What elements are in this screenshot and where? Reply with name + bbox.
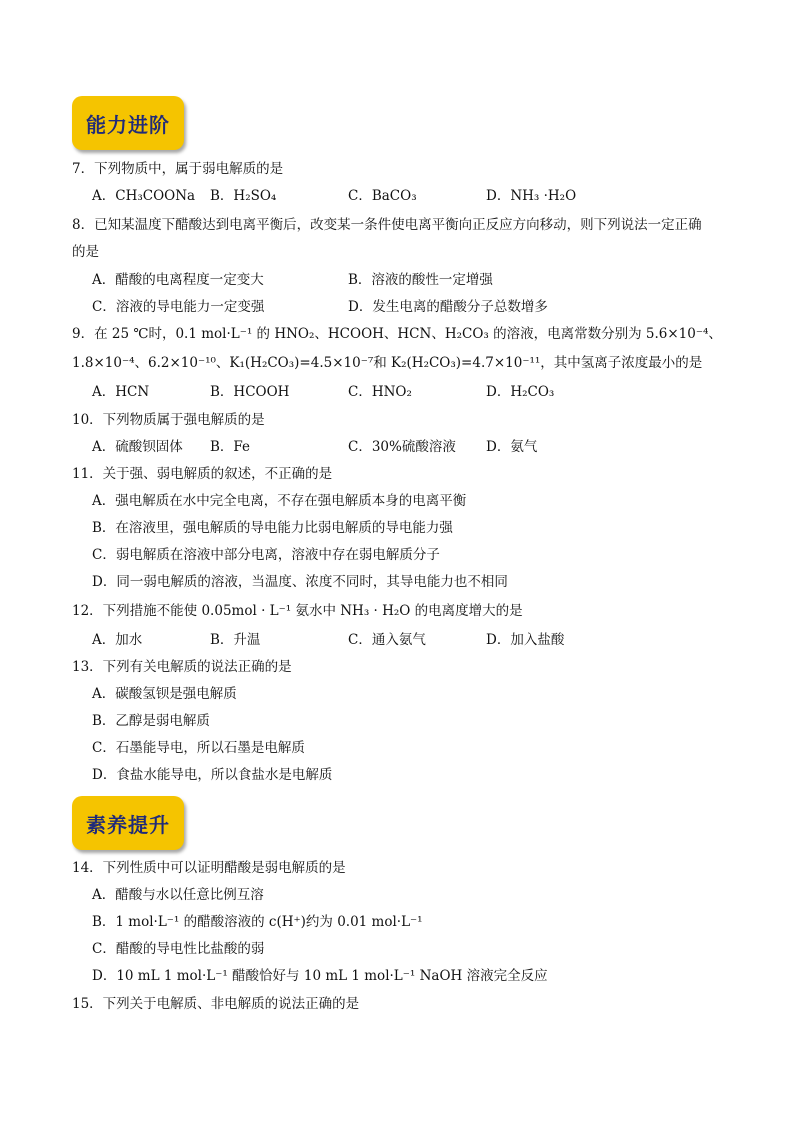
question-14-stem: 14．下列性质中可以证明醋酸是弱电解质的是 [72,860,346,876]
question-9-option-d: D．H₂CO₃ [486,384,555,400]
question-10-option-c: C．30%硫酸溶液 [348,439,456,455]
question-8-stem-line2: 的是 [72,244,99,260]
question-13-option-d: D．食盐水能导电，所以食盐水是电解质 [92,767,333,783]
question-11-option-a: A．强电解质在水中完全电离，不存在强电解质本身的电离平衡 [92,493,467,509]
section-badge-ability: 能力进阶 [72,96,184,150]
question-8-stem-line1: 8．已知某温度下醋酸达到电离平衡后，改变某一条件使电离平衡向正反应方向移动，则下列说法一定正确 [72,217,702,233]
question-11-option-c: C．弱电解质在溶液中部分电离，溶液中存在弱电解质分子 [92,547,440,563]
question-7-option-b: B．H₂SO₄ [210,188,277,204]
question-14-option-d: D．10 mL 1 mol·L⁻¹ 醋酸恰好与 10 mL 1 mol·L⁻¹ NaOH 溶液完全反应 [92,968,548,984]
question-14-option-c: C．醋酸的导电性比盐酸的弱 [92,941,265,957]
question-10-option-b: B．Fe [210,439,251,455]
question-11-stem: 11．关于强、弱电解质的叙述，不正确的是 [72,466,333,482]
question-11-option-d: D．同一弱电解质的溶液，当温度、浓度不同时，其导电能力也不相同 [92,574,508,590]
question-10-option-a: A．硫酸钡固体 [92,439,183,455]
section-badge-literacy: 素养提升 [72,796,184,850]
question-8-option-d: D．发生电离的醋酸分子总数增多 [348,299,548,315]
question-8-option-a: A．醋酸的电离程度一定变大 [92,272,264,288]
question-14-option-a: A．醋酸与水以任意比例互溶 [92,887,264,903]
question-13-option-c: C．石墨能导电，所以石墨是电解质 [92,740,305,756]
question-13-stem: 13．下列有关电解质的说法正确的是 [72,659,292,675]
question-7-option-a: A．CH₃COONa [92,188,196,204]
question-12-option-b: B．升温 [210,632,261,648]
question-8-option-c: C．溶液的导电能力一定变强 [92,299,265,315]
question-12-option-a: A．加水 [92,632,143,648]
question-9-option-b: B．HCOOH [210,384,290,400]
question-14-option-b: B．1 mol·L⁻¹ 的醋酸溶液的 c(H⁺)约为 0.01 mol·L⁻¹ [92,914,423,930]
question-9-option-a: A．HCN [92,384,150,400]
question-7-option-d: D．NH₃ ·H₂O [486,188,577,204]
question-12-option-d: D．加入盐酸 [486,632,565,648]
question-9-stem-line2: 1.8×10⁻⁴、6.2×10⁻¹⁰、K₁(H₂CO₃)=4.5×10⁻⁷和 K₂(H₂CO₃)=4.7×10⁻¹¹，其中氢离子浓度最小的是 [72,355,703,371]
question-15-stem: 15．下列关于电解质、非电解质的说法正确的是 [72,996,360,1012]
question-9-option-c: C．HNO₂ [348,384,412,400]
question-7-stem: 7．下列物质中，属于弱电解质的是 [72,161,284,177]
question-13-option-a: A．碳酸氢钡是强电解质 [92,686,237,702]
question-10-stem: 10．下列物质属于强电解质的是 [72,412,265,428]
question-13-option-b: B．乙醇是弱电解质 [92,713,210,729]
question-12-option-c: C．通入氨气 [348,632,426,648]
question-8-option-b: B．溶液的酸性一定增强 [348,272,493,288]
question-10-option-d: D．氨气 [486,439,538,455]
question-12-stem: 12．下列措施不能使 0.05mol · L⁻¹ 氨水中 NH₃ · H₂O 的电离度增大的是 [72,603,523,619]
question-11-option-b: B．在溶液里，强电解质的导电能力比弱电解质的导电能力强 [92,520,453,536]
question-9-stem-line1: 9．在 25 ℃时，0.1 mol·L⁻¹ 的 HNO₂、HCOOH、HCN、H₂CO₃ 的溶液，电离常数分别为 5.6×10⁻⁴、 [72,326,722,342]
question-7-option-c: C．BaCO₃ [348,188,417,204]
